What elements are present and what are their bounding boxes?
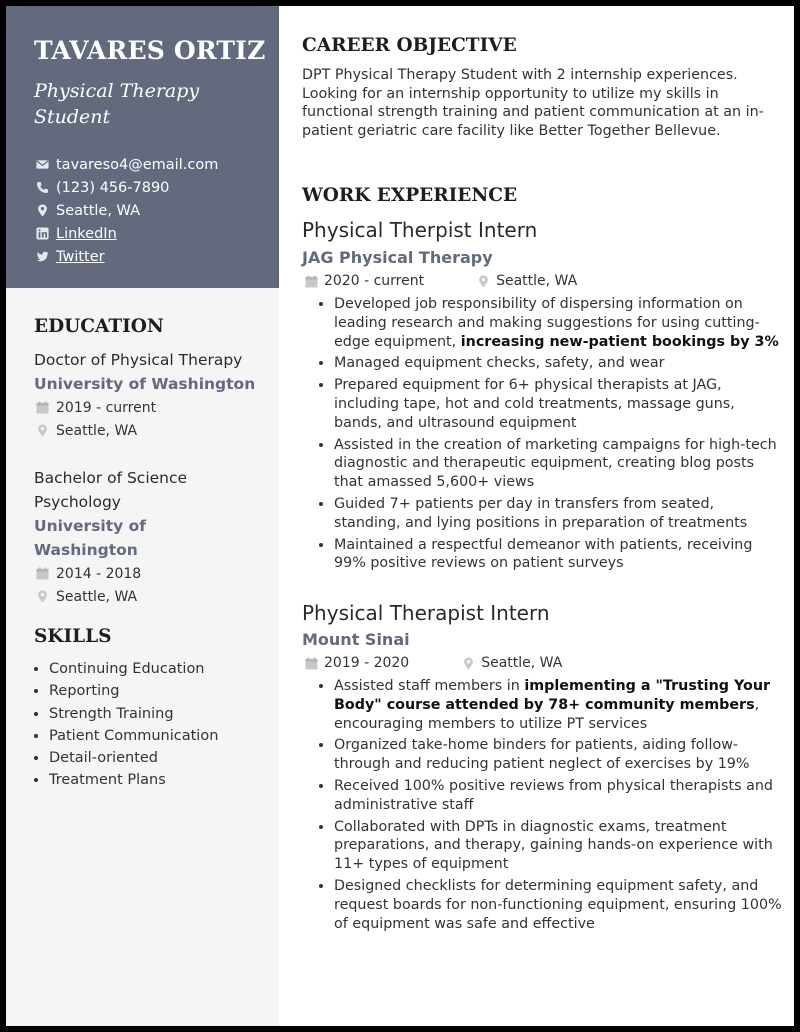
contact-phone: [36, 176, 218, 199]
phone-icon: [36, 181, 49, 194]
school: University of Washington: [34, 517, 147, 559]
job-location-text: Seattle, WA: [481, 655, 563, 671]
job-dates: 2020 - current: [324, 273, 425, 289]
job-dates: 2019 - 2020: [324, 655, 410, 671]
map-pin-icon: [462, 657, 475, 670]
experience-heading: WORK EXPERIENCE: [302, 185, 518, 206]
bullet-text: , encouraging members to utilize PT services: [334, 696, 760, 732]
bullet-text: Designed checklists for determining equipment safety, and request boards for non-functioning equipment, ensuring 100% of equipment was safe and effective: [334, 877, 782, 932]
skill-item: • Continuing Education: [49, 658, 218, 680]
bullet-text: Managed equipment checks, safety, and wear: [334, 355, 665, 372]
school: University of Washington: [34, 375, 256, 393]
contact-linkedin: [36, 222, 218, 245]
calendar-icon: [305, 275, 318, 288]
bullet-highlight: implementing a "Trusting Your Body" course attended by 78+ community members: [334, 678, 771, 713]
bullet-text: Assisted staff members in: [334, 678, 525, 694]
edu-location: [34, 585, 234, 608]
twitter-icon: [36, 250, 49, 263]
candidate-role: Physical Therapy Student: [34, 80, 200, 128]
education-entry: [34, 466, 234, 608]
header-block: [6, 6, 279, 288]
skill-item: • Detail-oriented: [49, 747, 218, 769]
calendar-icon: [36, 401, 49, 414]
email-text: tavareso4@email.com: [56, 156, 219, 173]
phone-text: (123) 456-7890: [56, 179, 170, 196]
bullet-item: [334, 677, 782, 733]
skill-item: • Treatment Plans: [49, 769, 218, 791]
objective-text: DPT Physical Therapy Student with 2 internship experiences. Looking for an internship opportunity to utilize my skills in functional strength training and patient communication at an in-patient geriatric care facility like Better Together Bellevue.: [302, 67, 764, 139]
bullet-item: [334, 436, 782, 492]
bullet-text: Maintained a respectful demeanor with patients, receiving 99% positive reviews on patient surveys: [334, 536, 753, 572]
degree: Bachelor of Science Psychology: [34, 469, 188, 511]
edu-dates-text: 2019 - current: [56, 399, 157, 416]
edu-location: [34, 419, 274, 442]
bullet-text: Organized take-home binders for patients, aiding follow-through and reducing patient neglect of exercises by 19%: [334, 737, 750, 773]
calendar-icon: [305, 657, 318, 670]
envelope-icon: [36, 158, 49, 171]
map-pin-icon: [36, 424, 49, 437]
education-heading: EDUCATION: [34, 316, 164, 337]
edu-dates-text: 2014 - 2018: [56, 565, 142, 582]
skill-item: • Reporting: [49, 680, 218, 702]
twitter-link[interactable]: Twitter: [56, 248, 105, 265]
bullet-item: [334, 818, 782, 874]
degree: Doctor of Physical Therapy: [34, 351, 243, 369]
job-bullets: [316, 295, 782, 576]
bullet-highlight: increasing new-patient bookings by 3%: [460, 333, 779, 350]
edu-dates: [34, 562, 234, 585]
objective-heading: CAREER OBJECTIVE: [302, 35, 517, 56]
map-pin-icon: [477, 275, 490, 288]
skill-item: • Strength Training: [49, 703, 218, 725]
job-title: Physical Therapist Intern: [302, 601, 550, 625]
contact-list: [36, 153, 218, 268]
bullet-item: [334, 777, 782, 815]
bullet-text: Received 100% positive reviews from physical therapists and administrative staff: [334, 777, 773, 813]
bullet-item: [334, 877, 782, 933]
edu-location-text: Seattle, WA: [56, 588, 138, 605]
bullet-item: [334, 495, 782, 533]
calendar-icon: [36, 567, 49, 580]
bullet-text: Collaborated with DPTs in diagnostic exams, treatment preparations, and therapy, gaining hands-on experience with 11+ types of equipment: [334, 818, 773, 873]
linkedin-icon: [36, 227, 49, 240]
company-name: Mount Sinai: [302, 630, 410, 649]
bullet-item: [334, 736, 782, 774]
job-location: [474, 273, 577, 289]
map-pin-icon: [36, 590, 49, 603]
bullet-text: Prepared equipment for 6+ physical therapists at JAG, including tape, hot and cold treatments, massage guns, bands, and ultrasound equipment: [334, 377, 735, 431]
bullet-text: Developed job responsibility of dispersing information on leading research and making suggestions for using cutting-edge equipment,: [334, 296, 760, 350]
resume-page: [6, 6, 794, 1026]
bullet-item: [334, 295, 782, 351]
edu-location-text: Seattle, WA: [56, 422, 138, 439]
location-text: Seattle, WA: [56, 202, 141, 219]
job-bullets: [316, 677, 782, 936]
bullet-item: [334, 376, 782, 432]
job-meta: [302, 655, 562, 671]
candidate-name: TAVARES ORTIZ: [34, 36, 266, 65]
skills-list: [34, 658, 218, 792]
job-location: [459, 655, 562, 671]
education-entry: [34, 348, 274, 442]
linkedin-link[interactable]: LinkedIn: [56, 225, 117, 242]
company-name: JAG Physical Therapy: [302, 248, 493, 267]
bullet-text: Guided 7+ patients per day in transfers from seated, standing, and lying positions in preparation of treatments: [334, 495, 748, 531]
bullet-item: [334, 354, 782, 373]
job-meta: [302, 273, 577, 289]
edu-dates: [34, 396, 274, 419]
map-pin-icon: [36, 204, 49, 217]
contact-email: [36, 153, 218, 176]
contact-twitter: [36, 245, 218, 268]
sidebar: [6, 6, 279, 1026]
bullet-text: Assisted in the creation of marketing campaigns for high-tech diagnostic and therapeutic equipment, creating blog posts that amassed 5,600+ views: [334, 436, 777, 491]
job-title: Physical Therpist Intern: [302, 218, 538, 242]
contact-location: [36, 199, 218, 222]
bullet-item: [334, 536, 782, 574]
skills-heading: SKILLS: [34, 626, 112, 647]
skill-item: • Patient Communication: [49, 725, 218, 747]
job-location-text: Seattle, WA: [496, 273, 578, 289]
